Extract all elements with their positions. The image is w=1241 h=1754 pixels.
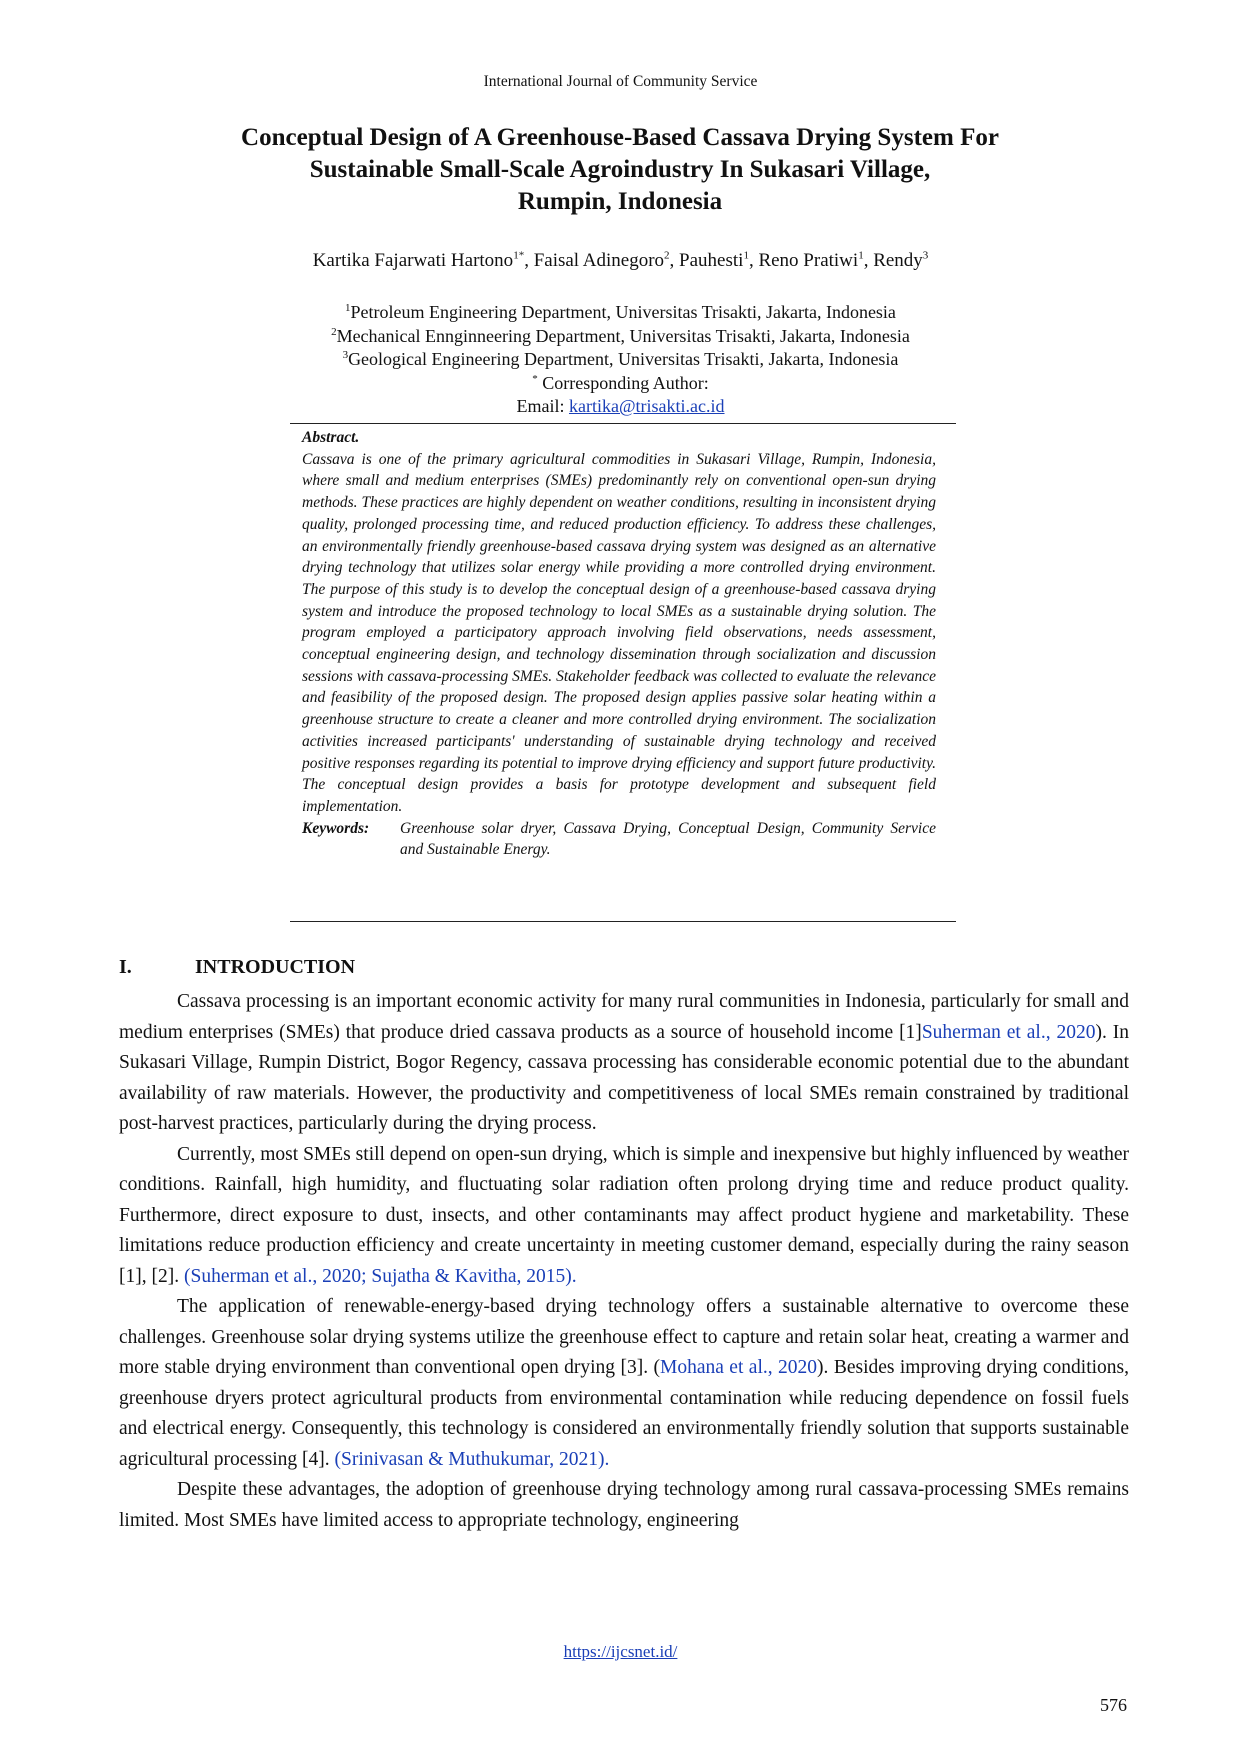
page-number: 576 [1100,1695,1127,1715]
author-affil-sup: 2 [664,249,670,262]
author-name: Rendy [873,250,923,271]
text-run: ). Besides improving drying conditions, greenhouse dryers protect agricultural products from environmental contamination while reducing dependence on fossil fuels and electrical energy. Consequently, this technology is considered an environmentally friendly solution that supports sustainable agricultural processing [4]. [119,1357,1130,1470]
text-run: The application of renewable-energy-based drying technology offers a sustainable alternative to overcome these challenges. Greenhouse solar drying systems utilize the greenhouse effect to capture and retain solar heat, creating a warmer and more stable drying environment than conventional open drying [3]. ( [119,1296,1129,1378]
affiliations [0,301,1241,419]
affiliation-line [0,325,1241,349]
affiliation-sup: 3 [342,349,349,361]
author-name: Pauhesti [679,250,744,271]
abstract-body [302,427,936,861]
corresponding-label: Corresponding Author: [542,372,709,393]
affiliation-sup: 2 [331,325,337,338]
body-text [119,987,1129,1536]
title-line: Conceptual Design of A Greenhouse-Based Cassava Drying System For [241,124,999,151]
affiliation-line [0,301,1241,325]
corresponding-sup: * [532,372,538,385]
citation-link[interactable]: Suherman et al., 2020 [921,1021,1096,1043]
section-heading [119,956,355,979]
section-number: I. [119,956,132,978]
author-affil-sup: 1 [743,249,749,262]
keywords-text: Greenhouse solar dryer, Cassava Drying, Conceptual Design, Community Service and Sustainable Energy. [400,819,936,859]
affiliation-text: Geological Engineering Department, Universitas Trisakti, Jakarta, Indonesia [348,349,899,369]
abstract-text: Cassava is one of the primary agricultural commodities in Sukasari Village, Rumpin, Indonesia, where small and medium enterprises (SMEs) predominantly rely on conventional open-sun drying methods. These practices are highly dependent on weather conditions, resulting in inconsistent drying quality, prolonged processing time, and reduced production efficiency. To address these challenges, an environmentally friendly greenhouse-based cassava drying system was designed as an alternative drying technology that utilizes solar energy while providing a more controlled drying environment. The purpose of this study is to develop the conceptual design of a greenhouse-based cassava drying system and introduce the proposed technology to local SMEs as a sustainable drying solution. The program employed a participatory approach involving field observations, needs assessment, conceptual engineering design, and technology dissemination through socialization and discussion sessions with cassava-processing SMEs. Stakeholder feedback was collected to evaluate the relevance and feasibility of the proposed design. The proposed design applies passive solar heating within a greenhouse structure to create a cleaner and more controlled drying environment. The socialization activities increased participants' understanding of sustainable drying technology and received positive responses regarding its potential to improve drying efficiency and support future productivity. The conceptual design provides a basis for prototype development and subsequent field implementation. [302,450,936,815]
section-title: INTRODUCTION [195,956,356,978]
paragraph [119,1140,1129,1293]
journal-url-link[interactable]: https://ijcsnet.id/ [563,1642,678,1661]
affiliation-text: Petroleum Engineering Department, Universitas Trisakti, Jakarta, Indonesia [350,302,896,322]
affiliation-text: Mechanical Ennginneering Department, Universitas Trisakti, Jakarta, Indonesia [336,325,910,346]
paper-title [170,122,1070,218]
affiliation-sup: 1 [345,302,351,314]
paragraph [119,1292,1129,1475]
author-affil-sup: 1* [513,249,525,262]
title-line: Sustainable Small-Scale Agroindustry In Sukasari Village, [309,156,931,183]
footer-url [0,1642,1241,1662]
keywords-label: Keywords: [302,819,370,837]
author-affil-sup: 1 [858,249,864,262]
journal-header: International Journal of Community Service [483,73,758,90]
text-run: Despite these advantages, the adoption of greenhouse drying technology among rural cassava-processing SMEs remains limited. Most SMEs have limited access to appropriate technology, engineering [119,1479,1129,1531]
citation-link[interactable]: (Suherman et al., 2020; Sujatha & Kavitha, 2015). [183,1265,577,1287]
paragraph [119,987,1129,1140]
author-name: Kartika Fajarwati Hartono [312,250,514,271]
author-list: Kartika Fajarwati Hartono$^{1*}$, Faisal Adinegoro$^2$, Pauhesti$^1$, Reno Pratiwi$^1$, Rendy$^3$ [312,249,929,271]
author-name: Faisal Adinegoro [533,250,665,271]
citation-link[interactable]: Mohana et al., 2020 [659,1357,818,1378]
text-run: ). In Sukasari Village, Rumpin District, Bogor Regency, cassava processing has considerable economic potential due to the abundant availability of raw materials. However, the productivity and competitiveness of local SMEs remain constrained by traditional post-harvest practices, particularly during the drying process. [119,1021,1129,1134]
abstract-box [290,423,956,922]
email-line [0,395,1241,419]
text-run: Cassava processing is an important economic activity for many rural communities in Indonesia, particularly for small and medium enterprises (SMEs) that produce dried cassava products as a source of household income [1] [119,991,1129,1043]
email-label: Email: [516,396,569,416]
title-line: Rumpin, Indonesia [517,188,723,215]
abstract-heading: Abstract. [302,429,360,446]
affiliation-line [0,348,1241,372]
citation-link[interactable]: (Srinivasan & Muthukumar, 2021). [334,1448,610,1470]
paragraph [119,1475,1129,1536]
keywords-line [302,818,936,861]
author-name: Reno Pratiwi [758,250,859,271]
email-link[interactable]: kartika@trisakti.ac.id [568,396,725,416]
author-affil-sup: 3 [922,249,929,262]
text-run: Currently, most SMEs still depend on open-sun drying, which is simple and inexpensive but highly influenced by weather conditions. Rainfall, high humidity, and fluctuating solar radiation often prolong drying time and reduce product quality. Furthermore, direct exposure to dust, insects, and other contaminants may affect product hygiene and marketability. These limitations reduce production efficiency and create uncertainty in meeting customer demand, especially during the rainy season [1], [2]. [119,1143,1129,1287]
corresponding-author [0,372,1241,396]
